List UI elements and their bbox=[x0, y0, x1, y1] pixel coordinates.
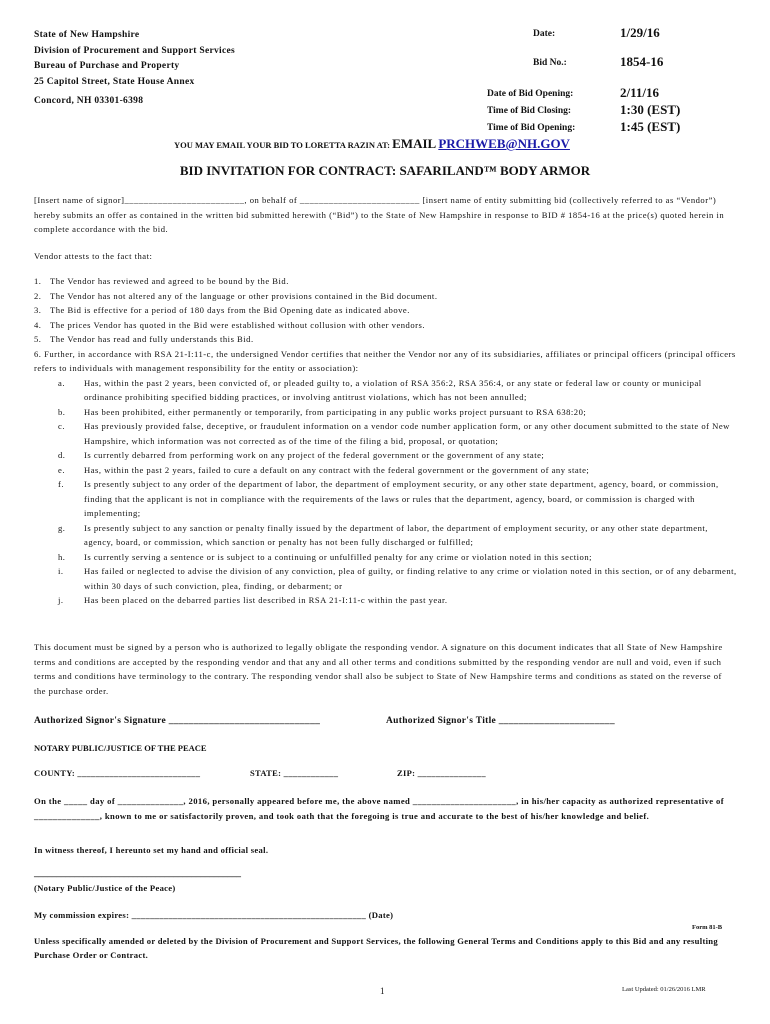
sub-item bbox=[34, 593, 739, 608]
intro-paragraph: [Insert name of signor]_________________________, on behalf of _________________________ [insert name of entity submitting bid (collectively referred to as “Vendor”) hereby submits an offer as contained in the written bid submitted herewith (“Bid”) to the State of New Hampshire in response to BID # 1854-16 at the price(s) quoted herein in complete accordance with the bid. bbox=[34, 195, 725, 234]
notary-caption: (Notary Public/Justice of the Peace) bbox=[34, 883, 176, 893]
state-field[interactable]: STATE: ____________ bbox=[250, 768, 339, 778]
bid-opening-date-label: Date of Bid Opening: bbox=[487, 89, 574, 99]
bid-opening-date-value: 2/11/16 bbox=[620, 85, 660, 100]
sub-text: Has, within the past 2 years, failed to cure a default on any contract with the federal government or the government of any state; bbox=[84, 464, 590, 475]
signor-title-field[interactable]: Authorized Signor's Title _______________________ bbox=[386, 716, 615, 726]
signing-paragraph: This document must be signed by a person who is authorized to legally obligate the responding vendor. A signature on this document indicates that all State of New Hampshire terms and conditions are accepted by the responding vendor and that any and all other terms and conditions submitted by the responding vendor are null and void, even if such terms and conditions have terminology to the contrary. The responding vendor shall also be subject to State of New Hampshire terms and conditions as stated on the reverse of the purchase order. bbox=[34, 642, 723, 696]
date-label: Date: bbox=[533, 29, 556, 39]
notary-heading: NOTARY PUBLIC/JUSTICE OF THE PEACE bbox=[34, 743, 207, 753]
sub-item bbox=[34, 564, 739, 593]
bid-no-label: Bid No.: bbox=[533, 58, 567, 68]
sub-text: Is currently debarred from performing work on any project of the federal government or the government of any state; bbox=[84, 450, 545, 460]
list-item bbox=[34, 289, 739, 304]
last-updated: Last Updated: 01/26/2016 LMR bbox=[622, 986, 706, 993]
sub-item bbox=[34, 419, 739, 448]
zip-field[interactable]: ZIP: _______________ bbox=[397, 768, 486, 778]
attestation-list bbox=[34, 274, 739, 608]
sub-text: Has failed or neglected to advise the division of any conviction, plea of guilty, or finding relative to any crime or violation noted in this section, or of any debarment, within 30 days of such conviction, plea, finding, or debarment; or bbox=[84, 566, 737, 591]
sub-item bbox=[34, 550, 739, 565]
email-link[interactable]: PRCHWEB@NH.GOV bbox=[438, 136, 570, 151]
sub-letter: j. bbox=[58, 595, 64, 605]
list-item bbox=[34, 274, 739, 289]
list-item bbox=[34, 303, 739, 318]
sub-text: Has been placed on the debarred parties list described in RSA 21-I:11-c within the past year. bbox=[84, 595, 448, 605]
email-instruction bbox=[174, 136, 570, 152]
attests-line: Vendor attests to the fact that: bbox=[34, 251, 153, 261]
date-value: 1/29/16 bbox=[620, 25, 660, 40]
notary-signature-line[interactable]: ______________________________________________ bbox=[34, 868, 241, 878]
sub-item bbox=[34, 448, 739, 463]
page-number: 1 bbox=[380, 986, 385, 996]
sub-text: Is presently subject to any sanction or penalty finally issued by the department of labor, the department of employment security, or any other state department, agency, board, or commission, which sanction or penalty has not been fully discharged or fulfilled; bbox=[84, 522, 708, 547]
agency-line: Division of Procurement and Support Services bbox=[34, 45, 236, 56]
document-title: BID INVITATION FOR CONTRACT: SAFARILAND™ BODY ARMOR bbox=[179, 163, 591, 178]
list-number: 5. bbox=[34, 334, 42, 344]
sub-letter: d. bbox=[58, 450, 66, 460]
list-text: The Vendor has not altered any of the language or other provisions contained in the Bid document. bbox=[50, 290, 438, 301]
sub-item bbox=[34, 405, 739, 420]
list-item bbox=[34, 318, 739, 333]
bid-no-value: 1854-16 bbox=[620, 54, 664, 69]
bid-opening-time-value: 1:45 (EST) bbox=[620, 119, 681, 134]
sub-letter: f. bbox=[58, 479, 65, 489]
sub-letter: c. bbox=[58, 421, 65, 431]
sub-item bbox=[34, 477, 739, 521]
agency-line: State of New Hampshire bbox=[34, 30, 140, 40]
commission-expires-field[interactable]: My commission expires: ___________________________________________________ (Date) bbox=[34, 910, 394, 920]
list-text: The prices Vendor has quoted in the Bid were established without collusion with other vendors. bbox=[50, 319, 426, 330]
sub-text: Has been prohibited, either permanently or temporarily, from participating in any public works project pursuant to RSA 638:20; bbox=[84, 406, 587, 417]
sub-text: Has previously provided false, deceptive, or fraudulent information on a vendor code number application form, or any other document submitted to the state of New Hampshire, which information was not corrected as of the time of the filing a bid, proposal, or quotation; bbox=[84, 421, 730, 446]
list-item bbox=[34, 332, 739, 347]
list-number: 1. bbox=[34, 276, 42, 286]
sub-letter: h. bbox=[58, 551, 66, 562]
list-number: 2. bbox=[34, 290, 42, 301]
list-text: Further, in accordance with RSA 21-I:11-c, the undersigned Vendor certifies that neither the Vendor nor any of its subsidiaries, affiliates or principal officers (principal officers refers to individuals with management responsibility for the entity or association): bbox=[34, 348, 736, 373]
signor-signature-field[interactable]: Authorized Signor's Signature ______________________________ bbox=[34, 716, 321, 726]
sub-item bbox=[34, 521, 739, 550]
list-text: The Vendor has read and fully understands this Bid. bbox=[50, 334, 254, 344]
sub-letter: e. bbox=[58, 464, 65, 475]
list-number: 6. bbox=[34, 348, 42, 359]
county-field[interactable]: COUNTY: ___________________________ bbox=[34, 768, 201, 778]
bid-closing-time-value: 1:30 (EST) bbox=[620, 102, 681, 117]
oath-paragraph: On the _____ day of ______________, 2016, personally appeared before me, the above named ______________________, in his/her capacity as authorized representative of ______________, known to me or satisfactorily proven, and took oath that the foregoing is true and accurate to the best of his/her knowledge and belief. bbox=[34, 796, 724, 821]
list-item bbox=[34, 347, 739, 376]
agency-line: 25 Capitol Street, State House Annex bbox=[34, 76, 195, 87]
list-text: The Vendor has reviewed and agreed to be bound by the Bid. bbox=[50, 276, 289, 286]
witness-line: In witness thereof, I hereunto set my hand and official seal. bbox=[34, 845, 269, 855]
bid-closing-time-label: Time of Bid Closing: bbox=[487, 106, 572, 116]
agency-line: Bureau of Purchase and Property bbox=[34, 61, 180, 71]
sub-text: Has, within the past 2 years, been convicted of, or pleaded guilty to, a violation of RSA 356:2, RSA 356:4, or any state or federal law or county or municipal ordinance prohibiting specified bidding practices, or involving antitrust violations, which has not been annulled; bbox=[84, 377, 702, 402]
sub-text: Is currently serving a sentence or is subject to a continuing or unfulfilled penalty for any crime or violation noted in this section; bbox=[84, 551, 593, 562]
list-text: The Bid is effective for a period of 180 days from the Bid Opening date as indicated above. bbox=[50, 305, 410, 315]
sub-letter: a. bbox=[58, 377, 65, 388]
form-number: Form 81-B bbox=[692, 924, 723, 931]
bid-opening-time-label: Time of Bid Opening: bbox=[487, 123, 576, 133]
agency-line: Concord, NH 03301-6398 bbox=[34, 96, 144, 106]
sub-letter: g. bbox=[58, 522, 66, 533]
sub-letter: i. bbox=[58, 566, 64, 576]
email-prefix: YOU MAY EMAIL YOUR BID TO LORETTA RAZIN AT: bbox=[174, 140, 390, 150]
sub-letter: b. bbox=[58, 406, 66, 417]
list-number: 4. bbox=[34, 319, 42, 330]
general-terms-paragraph: Unless specifically amended or deleted by the Division of Procurement and Support Services, the following General Terms and Conditions apply to this Bid and any resulting Purchase Order or Contract. bbox=[34, 936, 718, 960]
agency-address-block bbox=[34, 28, 235, 110]
email-label: EMAIL bbox=[392, 136, 437, 151]
sub-item bbox=[34, 376, 739, 405]
sub-item bbox=[34, 463, 739, 478]
list-number: 3. bbox=[34, 305, 42, 315]
sub-text: Is presently subject to any order of the department of labor, the department of employment security, or any other state department, agency, board, or commission, finding that the applicant is not in compliance with the requirements of the laws or rules that the department, agency, board, or commission is charged with implementing; bbox=[84, 479, 719, 518]
